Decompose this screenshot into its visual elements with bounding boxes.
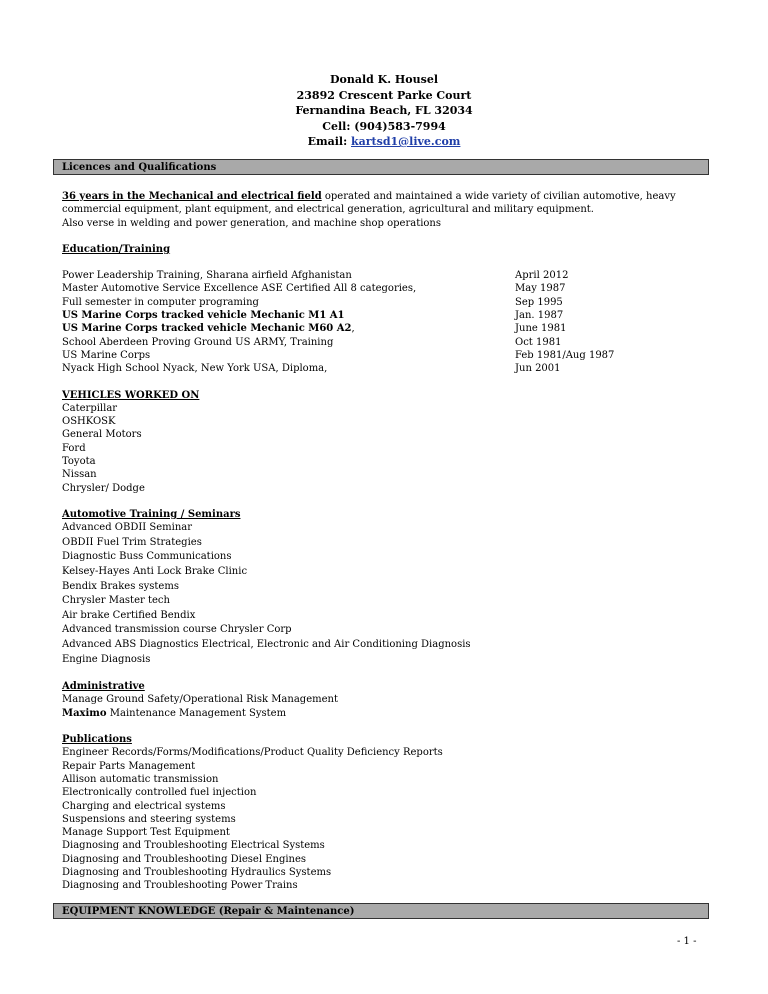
automotive-list [62,521,702,667]
education-course: US Marine Corps tracked vehicle Mechanic M60 A2 [62,323,352,335]
seminar-item: OBDII Fuel Trim Strategies [62,536,202,548]
maximo-rest: Maintenance Management System [106,707,287,719]
education-list [62,269,702,375]
education-row [62,296,702,309]
education-row: US Marine Corps tracked vehicle Mechanic M60 A2, June 1981 [62,323,567,335]
education-course: Full semester in computer programing [62,296,259,308]
education-date: June 1981 [515,323,567,335]
publications-list [62,746,702,892]
publication-item: Suspensions and steering systems [62,813,236,825]
address-line-1: 23892 Crescent Parke Court [296,88,472,102]
email-line [0,134,768,150]
education-row [62,349,702,362]
education-course: Nyack High School Nyack, New York USA, Diploma, [62,363,328,375]
education-row [62,362,702,375]
publication-item: Repair Parts Management [62,760,196,772]
seminar-item: Diagnostic Buss Communications [62,551,232,563]
applicant-name: Donald K. Housel [329,73,439,86]
seminar-item: Chrysler Master tech [62,595,170,607]
seminar-item: Air brake Certified Bendix [62,609,196,621]
education-row [62,309,702,322]
administrative-line-1: Manage Ground Safety/Operational Risk Management [62,694,338,706]
email-link[interactable]: kartsd1@live.com [351,135,461,148]
summary-text: operated and maintained a wide variety of civilian automotive, heavy commercial equipment, plant equipment, and electrical generation, agricultural and military equipment. [62,191,676,216]
education-date: April 2012 [515,270,569,282]
education-row [62,336,702,349]
page-number: - 1 - [677,936,697,947]
address-line-2: Fernandina Beach, FL 32034 [295,104,473,117]
summary-paragraph [62,190,702,217]
section-bar-equipment: EQUIPMENT KNOWLEDGE (Repair & Maintenance) [53,903,709,919]
publication-item: Diagnosing and Troubleshooting Electrical Systems [62,840,325,852]
vehicle-item: OSHKOSK [62,416,116,428]
maximo-label: Maximo [62,707,107,719]
education-date: Jan. 1987 [515,310,564,322]
education-row [62,269,702,282]
summary-line-2: Also verse in welding and power generation, and machine shop operations [62,217,442,229]
seminar-item: Kelsey-Hayes Anti Lock Brake Clinic [62,566,248,578]
vehicle-item: Nissan [62,469,97,481]
seminar-item: Advanced ABS Diagnostics Electrical, Electronic and Air Conditioning Diagnosis [62,638,471,650]
education-date: Feb 1981/Aug 1987 [515,349,615,361]
vehicles-heading: VEHICLES WORKED ON [62,389,200,401]
education-course: Master Automotive Service Excellence ASE Certified All 8 categories, [62,283,417,295]
publication-item: Electronically controlled fuel injection [62,787,257,799]
seminar-item: Engine Diagnosis [62,653,151,665]
publications-heading: Publications [62,734,132,746]
education-date: May 1987 [515,283,566,295]
vehicles-list [62,402,702,495]
publication-item: Diagnosing and Troubleshooting Diesel Engines [62,853,307,865]
publication-item: Diagnosing and Troubleshooting Power Trains [62,880,298,892]
education-heading: Education/Training [62,243,171,255]
seminar-item: Advanced transmission course Chrysler Corp [62,624,292,636]
administrative-line-2 [62,707,702,720]
publication-item: Charging and electrical systems [62,800,226,812]
summary-lead: 36 years in the Mechanical and electrical field [62,191,322,202]
education-course: US Marine Corps [62,349,151,361]
contact-header [0,72,768,150]
publication-item: Diagnosing and Troubleshooting Hydraulics Systems [62,867,332,879]
education-course: US Marine Corps tracked vehicle Mechanic M1 A1 [62,310,345,322]
education-course: School Aberdeen Proving Ground US ARMY, Training [62,336,334,348]
cell-phone: Cell: (904)583-7994 [322,119,446,133]
email-label: Email: [307,135,348,148]
section-bar-licences: Licences and Qualifications [53,159,709,175]
education-course: Power Leadership Training, Sharana airfield Afghanistan [62,270,352,282]
education-date: Oct 1981 [515,336,562,348]
seminar-item: Advanced OBDII Seminar [62,522,193,534]
resume-content [62,190,702,893]
administrative-heading: Administrative [62,681,145,693]
vehicle-item: Chrysler/ Dodge [62,482,145,494]
vehicle-item: Toyota [62,456,96,468]
publication-item: Manage Support Test Equipment [62,827,230,839]
publication-item: Engineer Records/Forms/Modifications/Product Quality Deficiency Reports [62,747,443,759]
vehicle-item: Caterpillar [62,402,118,414]
seminar-item: Bendix Brakes systems [62,580,179,592]
education-date: Sep 1995 [515,296,563,308]
publication-item: Allison automatic transmission [62,773,219,785]
education-date: Jun 2001 [515,363,561,375]
education-row [62,282,702,295]
vehicle-item: General Motors [62,429,142,441]
vehicle-item: Ford [62,442,86,454]
automotive-heading: Automotive Training / Seminars [62,508,241,520]
